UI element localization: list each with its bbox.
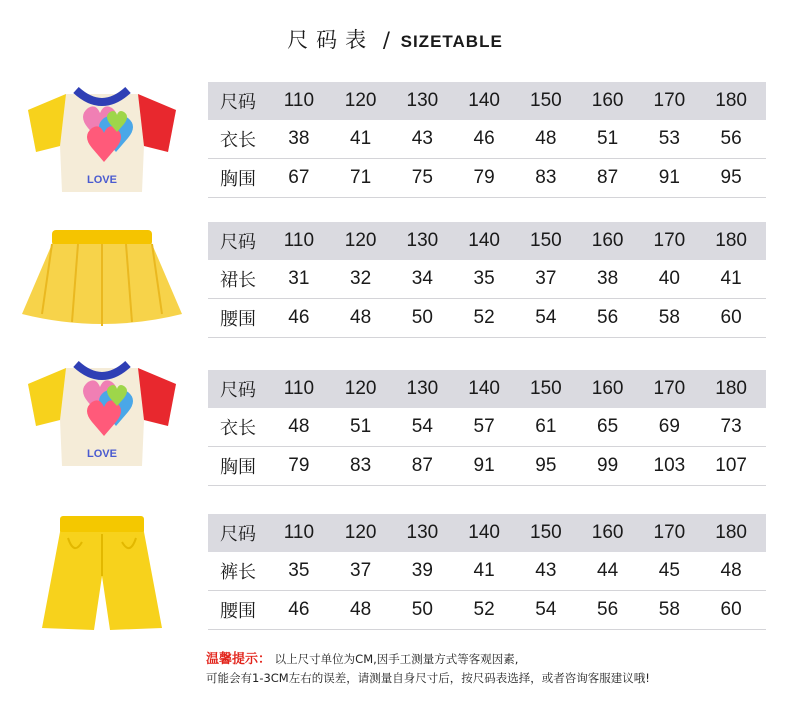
measure-cell: 83 (535, 167, 557, 188)
measure-cell: 51 (350, 416, 372, 437)
measure-cell: 57 (473, 416, 495, 437)
measure-cell: 50 (411, 599, 433, 620)
measure-cell: 107 (715, 455, 747, 476)
size-cell: 110 (283, 90, 315, 111)
size-cell: 150 (530, 230, 562, 251)
love-print-text: LOVE (87, 174, 117, 186)
measure-cell: 48 (535, 128, 557, 149)
measure-cell: 83 (350, 455, 372, 476)
size-cell: 120 (344, 230, 377, 251)
measure-cell: 54 (535, 307, 557, 328)
table-row (208, 299, 766, 338)
table-row (208, 120, 766, 159)
table-row (208, 159, 766, 198)
title-separator: / (382, 28, 392, 52)
measure-cell: 46 (288, 307, 310, 328)
measure-cell: 73 (720, 416, 742, 437)
measure-cell: 48 (350, 307, 372, 328)
row-label: 尺码 (220, 524, 256, 545)
notice-line-2: 可能会有1-3CM左右的误差，请测量自身尺寸后，按尺码表选择，或者咨询客服建议哦! (206, 671, 650, 685)
measure-cell: 58 (658, 599, 680, 620)
size-cell: 160 (591, 522, 624, 543)
table-row (208, 260, 766, 299)
size-cell: 180 (715, 230, 747, 251)
size-table-2 (208, 222, 766, 338)
measure-cell: 46 (473, 128, 495, 149)
table-header-row (208, 82, 766, 120)
row-label: 尺码 (220, 92, 256, 113)
row-label: 衣长 (220, 418, 256, 439)
notice-warning-label: 温馨提示： (206, 652, 272, 667)
product-image-shorts (18, 512, 186, 636)
size-cell: 130 (406, 522, 439, 543)
measure-cell: 37 (535, 268, 557, 289)
size-cell: 170 (653, 90, 686, 111)
measure-cell: 31 (288, 268, 310, 289)
measure-cell: 41 (720, 268, 742, 289)
table-row (208, 591, 766, 630)
notice-line-1: 以上尺寸单位为CM,因手工测量方式等客观因素, (274, 652, 519, 666)
table-row (208, 408, 766, 447)
measure-cell: 54 (411, 416, 433, 437)
size-cell: 130 (406, 378, 439, 399)
size-cell: 120 (344, 378, 377, 399)
size-cell: 180 (715, 378, 747, 399)
measure-cell: 34 (411, 268, 433, 289)
table-row (208, 552, 766, 591)
row-label: 胸围 (220, 169, 256, 190)
size-cell: 140 (468, 522, 500, 543)
measure-cell: 52 (473, 599, 495, 620)
size-cell: 110 (283, 230, 315, 251)
measure-cell: 41 (473, 560, 495, 581)
size-cell: 180 (715, 90, 747, 111)
measure-cell: 60 (720, 307, 742, 328)
measure-cell: 91 (658, 167, 680, 188)
size-cell: 140 (468, 90, 500, 111)
size-cell: 140 (468, 378, 500, 399)
product-image-skirt (18, 222, 186, 332)
measure-cell: 45 (658, 560, 680, 581)
measure-cell: 87 (411, 455, 433, 476)
size-cell: 150 (530, 378, 562, 399)
size-notice (206, 650, 650, 688)
table-header-row (208, 370, 766, 408)
measure-cell: 69 (658, 416, 680, 437)
size-cell: 170 (653, 230, 686, 251)
title-chinese: 尺码表 (287, 28, 375, 52)
row-label: 尺码 (220, 380, 256, 401)
size-cell: 120 (344, 90, 377, 111)
measure-cell: 67 (288, 167, 310, 188)
measure-cell: 56 (597, 599, 619, 620)
measure-cell: 52 (473, 307, 495, 328)
title-english: SIZETABLE (400, 32, 503, 51)
row-label: 裤长 (220, 562, 256, 583)
measure-cell: 48 (720, 560, 742, 581)
size-cell: 150 (530, 522, 562, 543)
size-cell: 160 (591, 378, 624, 399)
measure-cell: 44 (597, 560, 619, 581)
size-cell: 120 (344, 522, 377, 543)
measure-cell: 43 (535, 560, 557, 581)
measure-cell: 56 (720, 128, 742, 149)
measure-cell: 60 (720, 599, 742, 620)
product-image-tshirt-1 (18, 80, 186, 200)
measure-cell: 87 (597, 167, 619, 188)
size-cell: 170 (653, 522, 686, 543)
size-table-4 (208, 514, 766, 630)
measure-cell: 46 (288, 599, 310, 620)
measure-cell: 51 (597, 128, 619, 149)
measure-cell: 61 (535, 416, 557, 437)
measure-cell: 91 (473, 455, 495, 476)
measure-cell: 43 (411, 128, 433, 149)
size-cell: 110 (283, 522, 315, 543)
measure-cell: 54 (535, 599, 557, 620)
measure-cell: 48 (350, 599, 372, 620)
love-print-text: LOVE (87, 448, 117, 460)
size-cell: 180 (715, 522, 747, 543)
measure-cell: 95 (535, 455, 557, 476)
size-cell: 170 (653, 378, 686, 399)
measure-cell: 39 (411, 560, 433, 581)
measure-cell: 79 (473, 167, 495, 188)
row-label: 腰围 (220, 601, 256, 622)
measure-cell: 35 (288, 560, 310, 581)
measure-cell: 79 (288, 455, 310, 476)
product-image-tshirt-2 (18, 354, 186, 474)
size-cell: 130 (406, 90, 439, 111)
measure-cell: 95 (720, 167, 742, 188)
measure-cell: 99 (597, 455, 619, 476)
measure-cell: 35 (473, 268, 495, 289)
row-label: 裙长 (220, 270, 256, 291)
measure-cell: 38 (597, 268, 619, 289)
page-title (0, 24, 790, 54)
row-label: 胸围 (220, 457, 256, 478)
measure-cell: 65 (597, 416, 619, 437)
row-label: 腰围 (220, 309, 256, 330)
measure-cell: 53 (658, 128, 680, 149)
measure-cell: 56 (597, 307, 619, 328)
measure-cell: 40 (658, 268, 680, 289)
measure-cell: 58 (658, 307, 680, 328)
measure-cell: 32 (350, 268, 372, 289)
size-table-1 (208, 82, 766, 198)
measure-cell: 37 (350, 560, 372, 581)
table-row (208, 447, 766, 486)
measure-cell: 41 (350, 128, 372, 149)
size-cell: 160 (591, 230, 624, 251)
row-label: 尺码 (220, 232, 256, 253)
measure-cell: 48 (288, 416, 310, 437)
size-cell: 130 (406, 230, 439, 251)
size-table-3 (208, 370, 766, 486)
table-header-row (208, 514, 766, 552)
size-cell: 150 (530, 90, 562, 111)
size-cell: 160 (591, 90, 624, 111)
measure-cell: 103 (653, 455, 686, 476)
table-header-row (208, 222, 766, 260)
measure-cell: 50 (411, 307, 433, 328)
measure-cell: 38 (288, 128, 310, 149)
size-cell: 110 (283, 378, 315, 399)
row-label: 衣长 (220, 130, 256, 151)
size-cell: 140 (468, 230, 500, 251)
measure-cell: 71 (350, 167, 372, 188)
measure-cell: 75 (411, 167, 433, 188)
